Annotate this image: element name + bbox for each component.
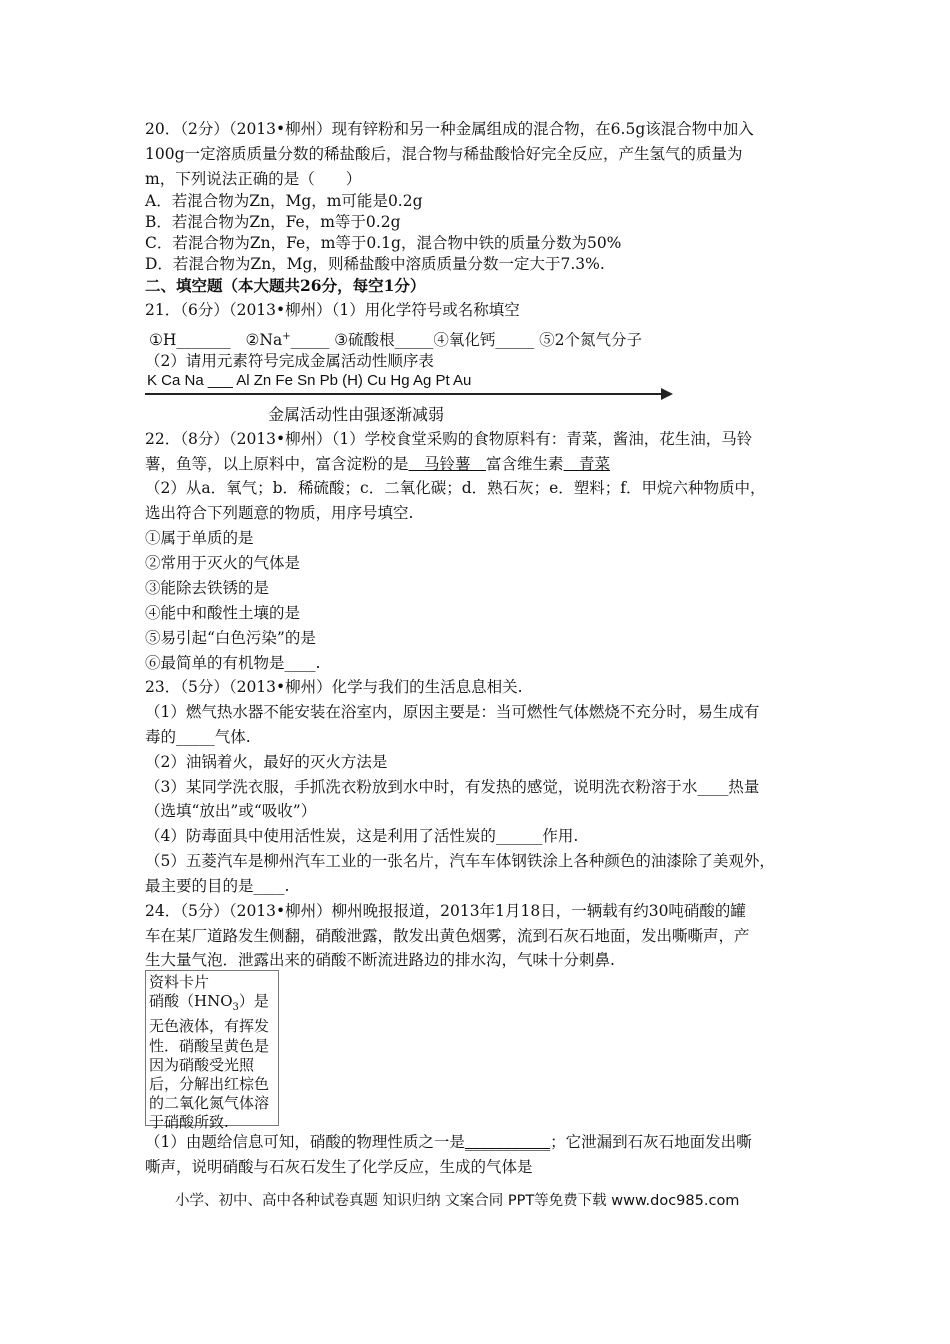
- q23-line7: （4）防毒面具中使用活性炭，这是利用了活性炭的______作用.: [145, 827, 579, 845]
- q21-item-3: ③硫酸根_____: [334, 331, 434, 350]
- q23-line1: 23．（5分）（2013•柳州）化学与我们的生活息息相关.: [145, 678, 523, 696]
- q23-line6: （选填“放出”或“吸收”）: [145, 802, 317, 820]
- info-card-line: 硝酸$(HNO_3)$是: [149, 992, 269, 1014]
- q21-line3: （2）请用元素符号完成金属活动性顺序表: [145, 352, 434, 370]
- q22-sub-3: ③能除去铁锈的是: [145, 579, 270, 597]
- q23-line5: （3）某同学洗衣服，手抓洗衣粉放到水中时，有发热的感觉，说明洗衣粉溶于水____热量: [145, 778, 760, 796]
- q24-answer-blank: ___________: [464, 1133, 551, 1151]
- q20-option-d: D．若混合物为Zn，Mg，则稀盐酸中溶质质量分数一定大于7.3%.: [145, 255, 605, 273]
- activity-arrowhead: [661, 388, 673, 400]
- q22-line3: （2）从a．氧气；b．稀硫酸；c．二氧化碳；d．熟石灰；e．塑料；f．甲烷六种物质中，: [145, 479, 766, 497]
- q21-item-4: ④氧化钙_____: [433, 331, 535, 350]
- q23-line8: （5）五菱汽车是柳州汽车工业的一张名片，汽车车体钢铁涂上各种颜色的油漆除了美观外，: [145, 852, 775, 870]
- q20-option-b: B．若混合物为Zn，Fe，m等于0.2g: [145, 213, 401, 231]
- q21-item-5: ⑤2个氮气分子: [539, 331, 642, 350]
- q23-line2: （1）燃气热水器不能安装在浴室内，原因主要是：当可燃性气体燃烧不充分时，易生成有: [145, 703, 760, 721]
- metal-symbols: K Ca Na ___ Al Zn Fe Sn Pb (H) Cu Hg Ag Pt Au: [147, 372, 472, 389]
- q22-line1: 22．（8分）（2013•柳州）（1）学校食堂采购的食物原料有：青菜，酱油，花生油，马铃: [145, 430, 753, 448]
- q21-line1: 21．（6分）（2013•柳州）（1）用化学符号或名称填空: [145, 301, 520, 319]
- info-card-line: 于硝酸所致.: [149, 1113, 229, 1132]
- info-card-line: 因为硝酸受光照: [149, 1055, 255, 1074]
- q24-line4: （1）由题给信息可知，硝酸的物理性质之一是___________；它泄漏到石灰石地面发出嘶: [145, 1133, 752, 1151]
- q24-line3: 生大量气泡．泄露出来的硝酸不断流进路边的排水沟，气味十分刺鼻.: [145, 951, 615, 969]
- page-footer: 小学、初中、高中各种试卷真题 知识归纳 文案合同 PPT等免费下载 www.doc985.com: [175, 1193, 740, 1209]
- q23-line9: 最主要的目的是____.: [145, 877, 290, 895]
- q22-answer-starch: 马铃薯: [408, 455, 487, 473]
- q22-sub-5: ⑤易引起“白色污染”的是: [145, 629, 316, 647]
- info-card-title: 资料卡片: [149, 973, 210, 991]
- q22-sub-4: ④能中和酸性土壤的是: [145, 604, 301, 622]
- q21-item-1: ①H_______: [149, 331, 231, 350]
- q22-line2: 薯，鱼等，以上原料中，富含淀粉的是 马铃薯 富含维生素 青菜: [145, 455, 611, 473]
- q24-line5: 嘶声，说明硝酸与石灰石发生了化学反应，生成的气体是: [145, 1158, 533, 1176]
- activity-arrow-line: [145, 393, 665, 395]
- info-card-line: 无色液体，有挥发: [149, 1017, 270, 1036]
- q24-line1: 24．（5分）（2013•柳州）柳州晚报报道，2013年1月18日，一辆载有约30吨硝酸的罐: [145, 902, 746, 920]
- info-card-line: 性．硝酸呈黄色是: [149, 1036, 270, 1055]
- q22-line4: 选出符合下列题意的物质，用序号填空.: [145, 504, 414, 522]
- q21-item-2: ②Na+_____: [245, 331, 330, 350]
- info-card-line: 后，分解出红棕色: [149, 1075, 270, 1094]
- q22-sub-1: ①属于单质的是: [145, 529, 254, 547]
- q22-answer-vitamin: 青菜: [563, 455, 611, 473]
- q23-line3: 毒的_____气体.: [145, 728, 251, 746]
- q22-sub-6: ⑥最简单的有机物是____.: [145, 654, 321, 672]
- q20-option-c: C．若混合物为Zn，Fe，m等于0.1g，混合物中铁的质量分数为50%: [145, 234, 622, 252]
- q20-option-a: A．若混合物为Zn，Mg，m可能是0.2g: [145, 192, 423, 210]
- info-card-line: 的二氧化氮气体溶: [149, 1094, 270, 1113]
- q21-items: [149, 326, 642, 351]
- info-card: [145, 970, 279, 1132]
- q20-line1: 20．（2分）（2013•柳州）现有锌粉和另一种金属组成的混合物，在6.5g该混合物中加入: [145, 120, 754, 138]
- q24-line2: 车在某厂道路发生侧翻，硝酸泄露，散发出黄色烟雾，流到石灰石地面，发出嘶嘶声，产: [145, 927, 750, 945]
- section-heading: 二、填空题（本大题共26分，每空1分）: [145, 276, 426, 295]
- q20-line2: 100g一定溶质质量分数的稀盐酸后，混合物与稀盐酸恰好完全反应，产生氢气的质量为: [145, 145, 743, 163]
- q23-line4: （2）油锅着火，最好的灭火方法是: [145, 753, 388, 771]
- q22-sub-2: ②常用于灭火的气体是: [145, 554, 301, 572]
- metal-activity-caption: 金属活动性由强逐渐减弱: [268, 405, 445, 424]
- q20-line3: m，下列说法正确的是（ ）: [145, 170, 362, 188]
